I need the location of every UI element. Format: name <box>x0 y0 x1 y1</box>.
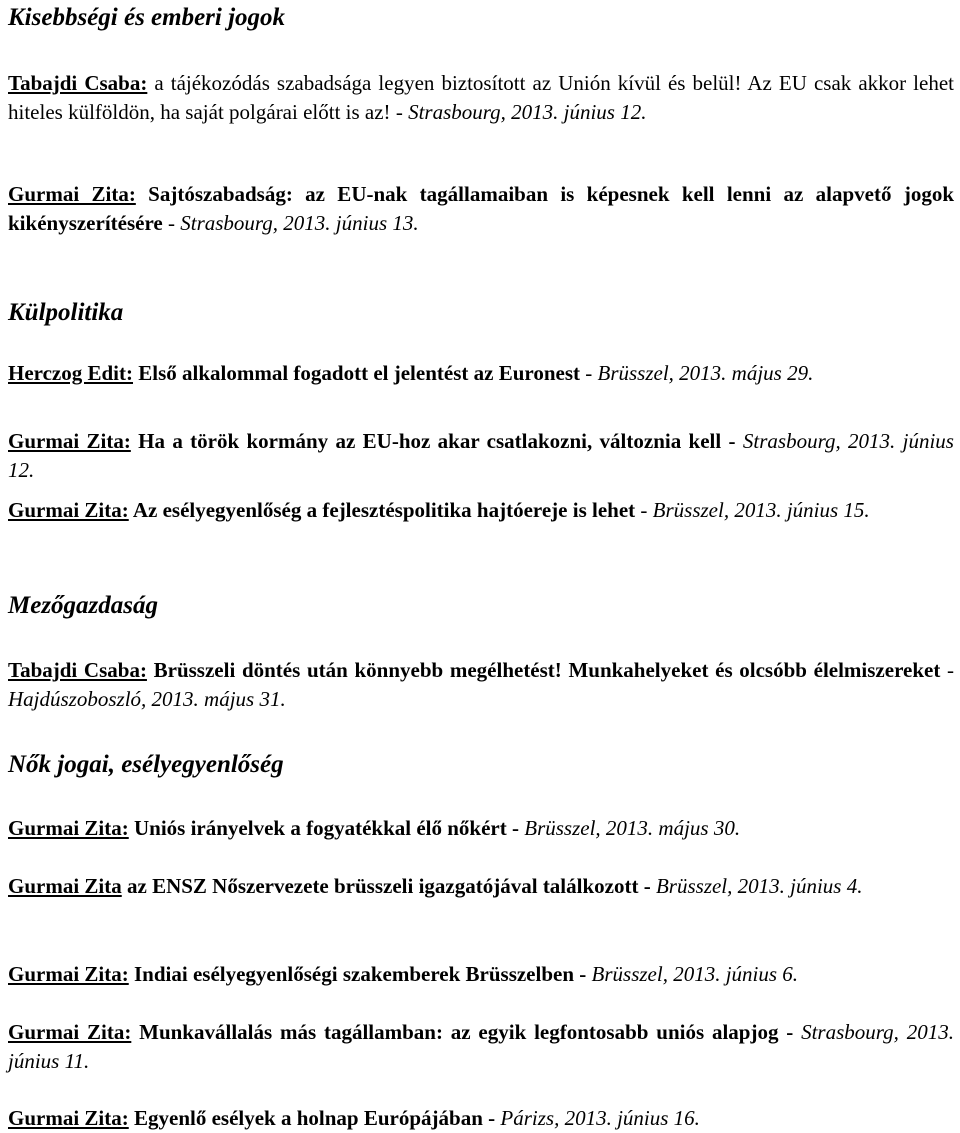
author-link[interactable]: Gurmai Zita: <box>8 1020 132 1044</box>
news-entry <box>8 960 954 989</box>
entry-title: Uniós irányelvek a fogyatékkal élő nőkért <box>128 816 507 840</box>
entry-place-date: Brüsszel, 2013. június 4. <box>655 874 863 898</box>
entry-title: Első alkalommal fogadott el jelentést az Euronest <box>133 361 580 385</box>
entry-separator: - <box>506 816 525 840</box>
entry-title: Ha a török kormány az EU-hoz akar csatlakozni, változnia kell <box>130 429 722 453</box>
news-entry <box>8 69 954 127</box>
author-link[interactable]: Gurmai Zita: <box>8 962 129 986</box>
entry-title: a tájékozódás szabadsága legyen biztosított az Unión kívül és belül! Az EU csak akkor lehet hiteles külföldön, ha saját polgárai előtt is az! <box>8 71 954 124</box>
news-entry <box>8 359 954 388</box>
entry-place-date: Strasbourg, 2013. június 12. <box>408 100 647 124</box>
author-link[interactable]: Gurmai Zita: <box>8 498 129 522</box>
entry-separator: - <box>482 1106 501 1130</box>
news-entry <box>8 656 954 714</box>
author-link[interactable]: Gurmai Zita <box>8 874 122 898</box>
entry-place-date: Hajdúszoboszló, 2013. május 31. <box>8 687 286 711</box>
news-entry <box>8 427 954 485</box>
author-link[interactable]: Gurmai Zita: <box>8 429 131 453</box>
section-heading-womens-rights: Nők jogai, esélyegyenlőség <box>8 751 284 778</box>
entry-place-date: Brüsszel, 2013. június 15. <box>652 498 870 522</box>
entry-title: Egyenlő esélyek a holnap Európájában <box>128 1106 483 1130</box>
entry-separator: - <box>580 361 598 385</box>
entry-title: Indiai esélyegyenlőségi szakemberek Brüsszelben <box>128 962 575 986</box>
author-link[interactable]: Tabajdi Csaba: <box>8 658 147 682</box>
news-entry <box>8 180 954 238</box>
news-entry <box>8 496 954 525</box>
entry-title: Sajtószabadság: az EU-nak tagállamaiban is képesnek kell lenni az alapvető jogok kikényszerítésére <box>8 182 954 235</box>
entry-separator: - <box>162 211 181 235</box>
section-heading-foreign-policy: Külpolitika <box>8 299 124 326</box>
news-entry <box>8 1104 954 1133</box>
entry-place-date: Strasbourg, 2013. június 12. <box>8 429 954 482</box>
entry-separator: - <box>638 874 656 898</box>
entry-place-date: Strasbourg, 2013. június 11. <box>8 1020 954 1073</box>
entry-place-date: Strasbourg, 2013. június 13. <box>180 211 419 235</box>
entry-separator: - <box>778 1020 802 1044</box>
entry-place-date: Brüsszel, 2013. május 30. <box>524 816 741 840</box>
entry-separator: - <box>390 100 409 124</box>
entry-separator: - <box>940 658 955 682</box>
news-entry <box>8 872 954 901</box>
entry-place-date: Brüsszel, 2013. június 6. <box>591 962 799 986</box>
author-link[interactable]: Gurmai Zita: <box>8 182 136 206</box>
news-entry <box>8 814 954 843</box>
entry-separator: - <box>721 429 743 453</box>
author-link[interactable]: Gurmai Zita: <box>8 816 129 840</box>
news-entry <box>8 1018 954 1076</box>
entry-title: az ENSZ Nőszervezete brüsszeli igazgatójával találkozott <box>121 874 639 898</box>
entry-place-date: Brüsszel, 2013. május 29. <box>597 361 814 385</box>
entry-title: Munkavállalás más tagállamban: az egyik legfontosabb uniós alapjog <box>131 1020 779 1044</box>
entry-title: Brüsszeli döntés után könnyebb megélhetést! Munkahelyeket és olcsóbb élelmiszereket <box>146 658 941 682</box>
entry-separator: - <box>635 498 653 522</box>
section-heading-human-rights: Kisebbségi és emberi jogok <box>8 4 286 31</box>
author-link[interactable]: Herczog Edit: <box>8 361 133 385</box>
entry-place-date: Párizs, 2013. június 16. <box>500 1106 700 1130</box>
section-heading-agriculture: Mezőgazdaság <box>8 592 159 619</box>
author-link[interactable]: Tabajdi Csaba: <box>8 71 148 95</box>
entry-title: Az esélyegyenlőség a fejlesztéspolitika hajtóereje is lehet <box>128 498 636 522</box>
entry-separator: - <box>574 962 592 986</box>
author-link[interactable]: Gurmai Zita: <box>8 1106 129 1130</box>
